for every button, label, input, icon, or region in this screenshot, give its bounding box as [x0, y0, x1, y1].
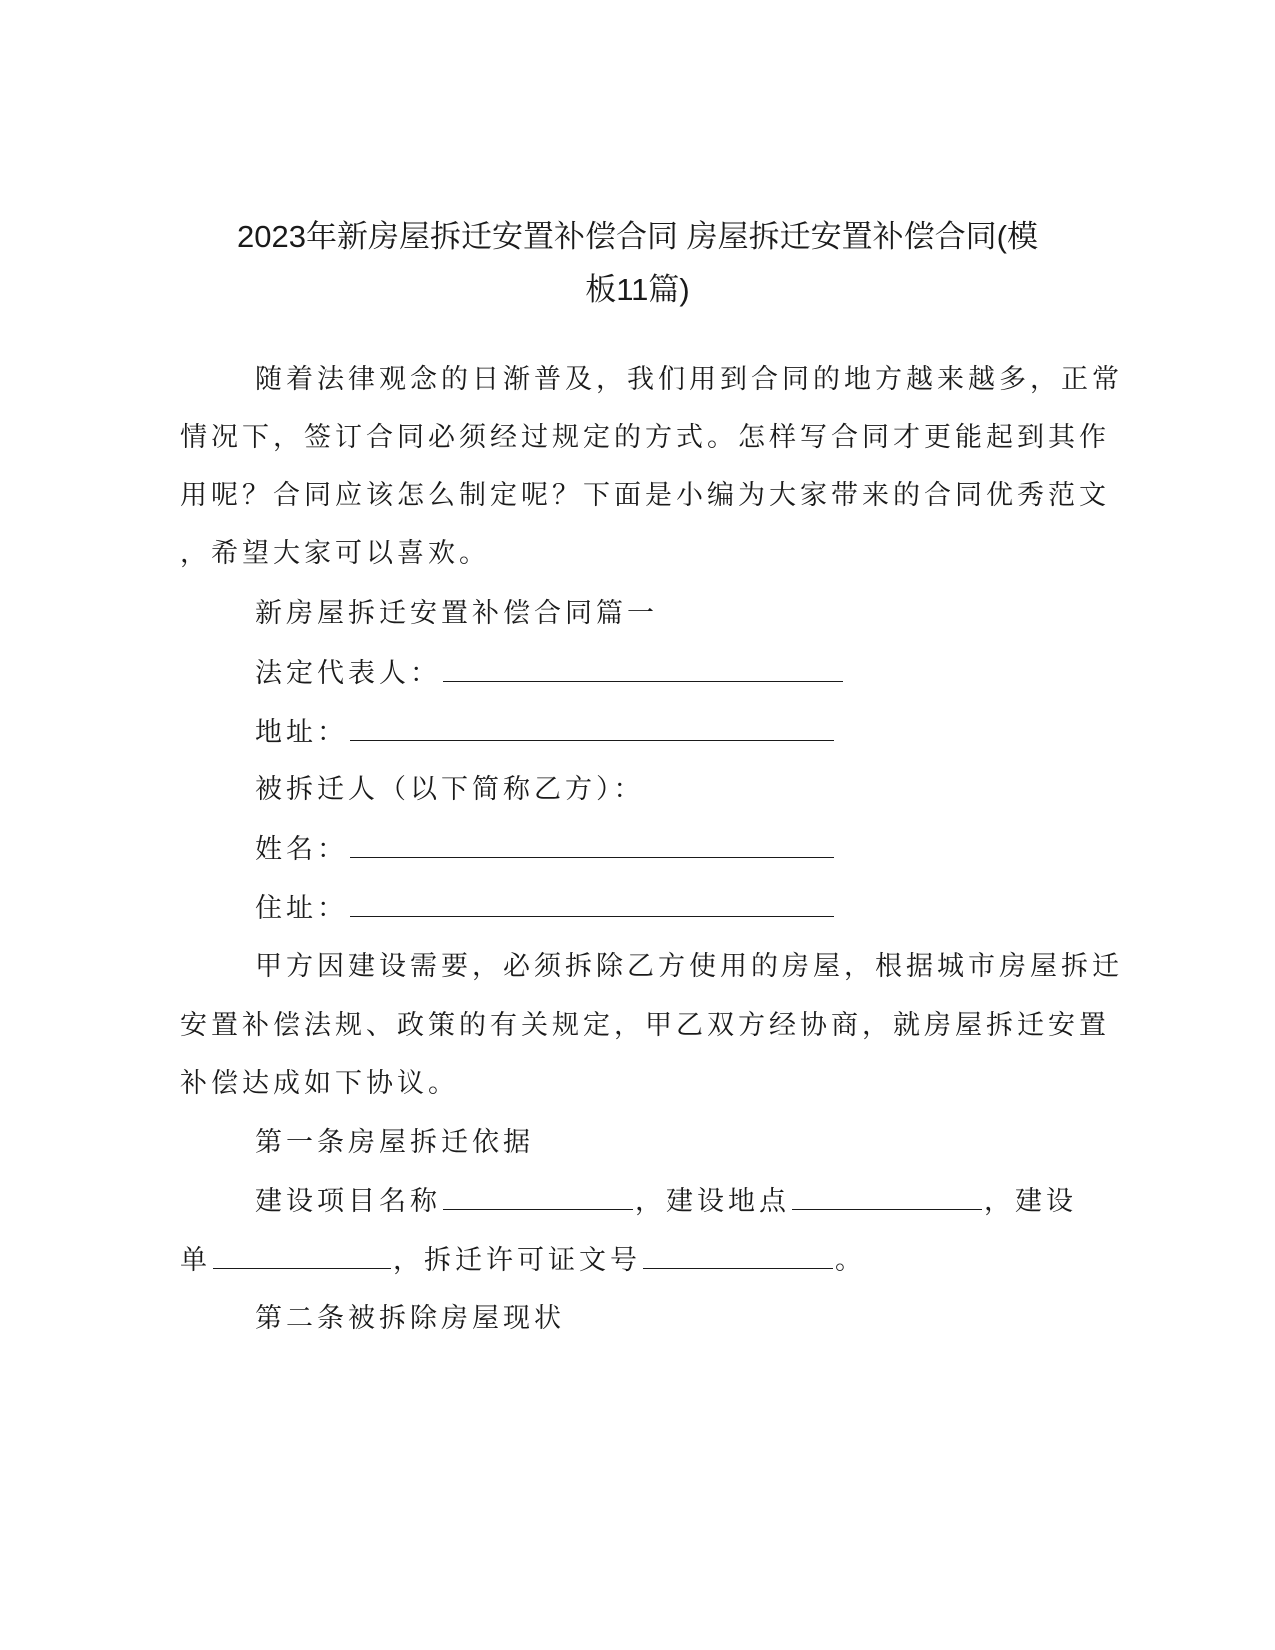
article-2-heading: 第二条被拆除房屋现状: [255, 1303, 565, 1334]
construction-unit-label-start: ，建设: [984, 1186, 1077, 1217]
address-label: 地址：: [255, 717, 348, 748]
construction-unit-blank: [213, 1242, 391, 1269]
location-label: ，建设地点: [635, 1186, 790, 1217]
intro-paragraph-line-2: 情况下，签订合同必须经过规定的方式。怎样写合同才更能起到其作: [180, 422, 1110, 453]
party-b-heading: 被拆迁人（以下简称乙方）：: [255, 774, 645, 805]
line-end-period: 。: [835, 1245, 866, 1276]
legal-representative-blank: [443, 655, 843, 682]
article-1-heading: 第一条房屋拆迁依据: [255, 1127, 534, 1158]
location-blank: [792, 1183, 982, 1210]
document-title-line-1: 2023年新房屋拆迁安置补偿合同 房屋拆迁安置补偿合同(模: [237, 219, 1038, 254]
project-name-label: 建设项目名称: [255, 1186, 441, 1217]
residence-field: [255, 890, 836, 927]
article-1-line-1: [255, 1183, 1077, 1220]
project-name-blank: [443, 1183, 633, 1210]
address-field: [255, 714, 836, 751]
legal-representative-label: 法定代表人：: [255, 658, 441, 689]
legal-representative-field: [255, 655, 845, 692]
name-blank: [350, 831, 834, 858]
name-label: 姓名：: [255, 834, 348, 865]
residence-label: 住址：: [255, 893, 348, 924]
residence-blank: [350, 890, 834, 917]
intro-paragraph-line-4: ，希望大家可以喜欢。: [180, 538, 490, 569]
intro-paragraph-line-1: 随着法律观念的日渐普及，我们用到合同的地方越来越多，正常: [255, 364, 1123, 395]
name-field: [255, 831, 836, 868]
agreement-paragraph-line-1: 甲方因建设需要，必须拆除乙方使用的房屋，根据城市房屋拆迁: [255, 951, 1123, 982]
permit-number-blank: [643, 1242, 833, 1269]
agreement-paragraph-line-2: 安置补偿法规、政策的有关规定，甲乙双方经协商，就房屋拆迁安置: [180, 1010, 1110, 1041]
construction-unit-label-end: 单: [180, 1245, 211, 1276]
permit-number-label: ，拆迁许可证文号: [393, 1245, 641, 1276]
section-heading: 新房屋拆迁安置补偿合同篇一: [255, 598, 658, 629]
address-blank: [350, 714, 834, 741]
intro-paragraph-line-3: 用呢？合同应该怎么制定呢？下面是小编为大家带来的合同优秀范文: [180, 480, 1110, 511]
document-title-line-2: 板11篇): [585, 272, 690, 307]
agreement-paragraph-line-3: 补偿达成如下协议。: [180, 1068, 459, 1099]
article-1-line-2: [180, 1242, 866, 1279]
